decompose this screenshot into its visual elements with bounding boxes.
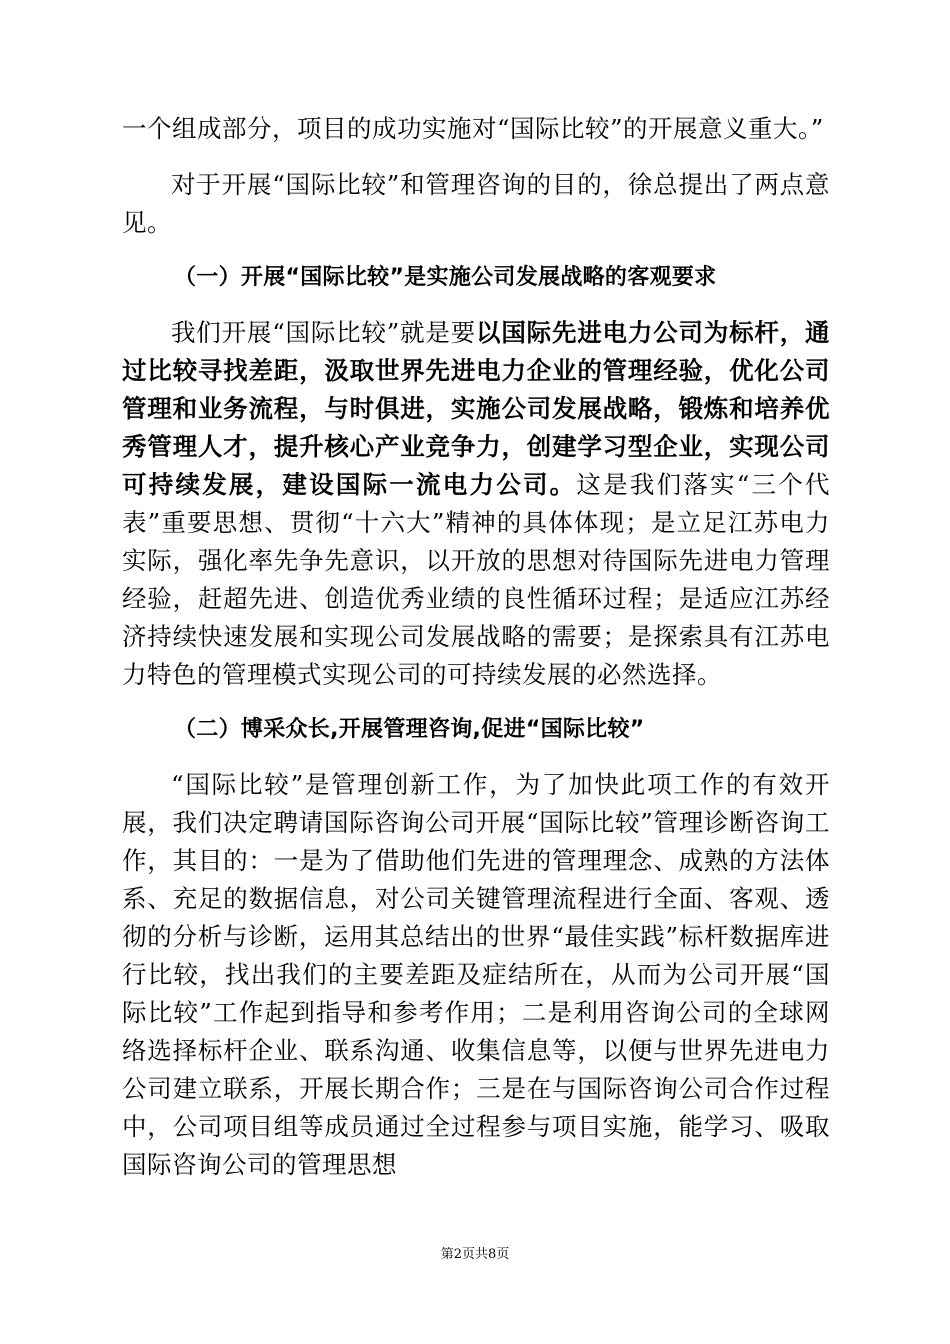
paragraph-section-1-emphasis: 以国际先进电力公司为标杆，通过比较寻找差距，汲取世界先进电力企业的管理经验，优化公司管理和业务流程，与时俱进，实施公司发展战略，锻炼和培养优秀管理人才，提升核心产业竞争力，创建学习型企业，实现公司可持续发展，建设国际一流电力公司。	[122, 318, 830, 499]
paragraph-section-1	[122, 314, 830, 694]
paragraph-continued: 一个组成部分，项目的成功实施对“国际比较”的开展意义重大。”	[122, 114, 824, 143]
section-heading-2: （二）博采众长,开展管理咨询,促进“国际比较”	[174, 717, 645, 742]
page-number-footer: 第2页共8页	[440, 1247, 510, 1262]
paragraph-section-1-lead: 我们开展“国际比较”就是要	[171, 318, 477, 347]
document-body	[122, 110, 830, 1184]
section-heading-1: （一）开展“国际比较”是实施公司发展战略的客观要求	[174, 265, 717, 290]
paragraph-section-1-rest: 这是我们落实“三个代表”重要思想、贯彻“十六大”精神的具体体现；是立足江苏电力实际，强化率先争先意识，以开放的思想对待国际先进电力管理经验，赶超先进、创造优秀业绩的良性循环过程；是适应江苏经济持续快速发展和实现公司发展战略的需要；是探索具有江苏电力特色的管理模式实现公司的可持续发展的必然选择。	[122, 470, 830, 689]
paragraph-purpose-intro: 对于开展“国际比较”和管理咨询的目的，徐总提出了两点意见。	[122, 170, 830, 237]
paragraph-section-2: “国际比较”是管理创新工作，为了加快此项工作的有效开展，我们决定聘请国际咨询公司开展“国际比较”管理诊断咨询工作，其目的：一是为了借助他们先进的管理理念、成熟的方法体系、充足的数据信息，对公司关键管理流程进行全面、客观、透彻的分析与诊断，运用其总结出的世界“最佳实践”标杆数据库进行比较，找出我们的主要差距及症结所在，从而为公司开展“国际比较”工作起到指导和参考作用；二是利用咨询公司的全球网络选择标杆企业、联系沟通、收集信息等，以便与世界先进电力公司建立联系，开展长期合作；三是在与国际咨询公司合作过程中，公司项目组等成员通过全过程参与项目实施，能学习、吸取国际咨询公司的管理思想	[122, 770, 830, 1179]
